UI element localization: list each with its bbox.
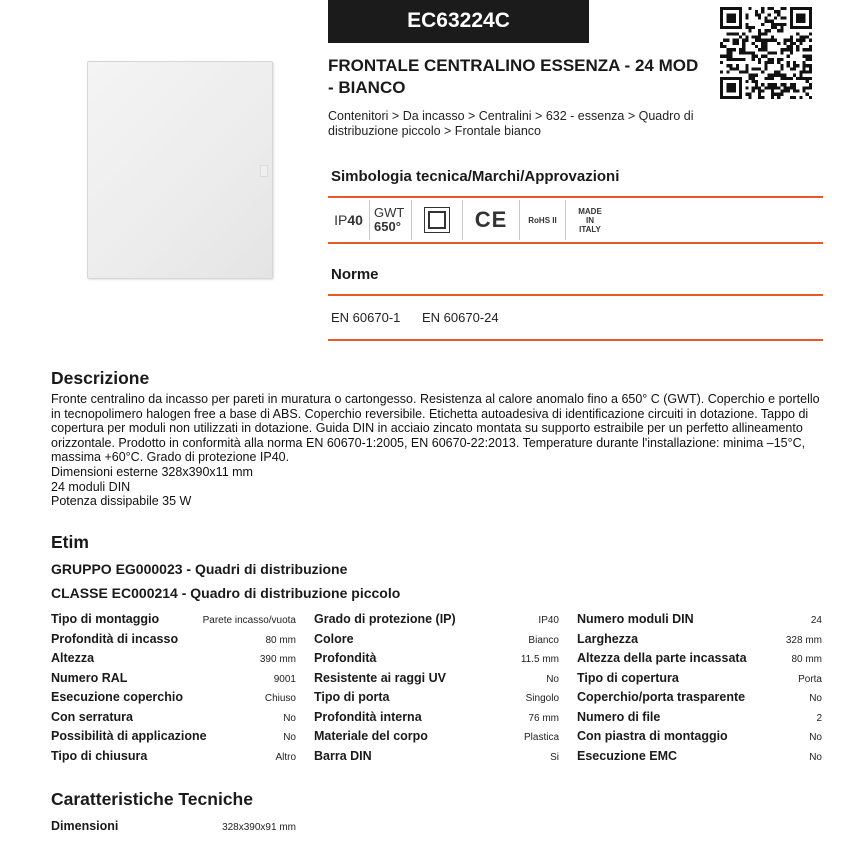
divider xyxy=(328,196,823,198)
prop-key: Tipo di chiusura xyxy=(51,748,148,763)
table-row xyxy=(314,612,559,632)
product-image xyxy=(87,61,273,279)
prop-value: 80 mm xyxy=(791,654,822,665)
prop-value: 2 xyxy=(816,712,822,724)
prop-key: Con piastra di montaggio xyxy=(577,729,728,743)
product-latch xyxy=(260,165,268,177)
etim-group: GRUPPO EG000023 - Quadri di distribuzione xyxy=(51,561,348,577)
prop-key: Con serratura xyxy=(51,709,133,724)
prop-key: Numero di file xyxy=(577,709,661,724)
divider xyxy=(328,242,823,244)
prop-key: Materiale del corpo xyxy=(314,729,428,743)
prop-key: Tipo di porta xyxy=(314,690,390,704)
table-row xyxy=(577,710,822,730)
norms-list xyxy=(331,310,517,325)
tech-heading: Caratteristiche Tecniche xyxy=(51,789,253,809)
prop-value: 80 mm xyxy=(265,634,296,646)
product-code-badge: EC63224C xyxy=(328,0,589,43)
prop-value: Singolo xyxy=(525,693,559,704)
prop-key: Grado di protezione (IP) xyxy=(314,612,456,626)
made-line-3: ITALY xyxy=(579,224,601,234)
double-insulation-icon xyxy=(412,200,463,240)
norms-heading: Norme xyxy=(331,266,379,283)
prop-key: Larghezza xyxy=(577,631,639,646)
prop-value: No xyxy=(283,732,296,743)
table-row xyxy=(51,690,296,710)
norm-item: EN 60670-1 xyxy=(331,310,401,325)
prop-value: Altro xyxy=(275,751,296,763)
prop-value: Porta xyxy=(798,673,822,685)
prop-key: Dimensioni xyxy=(51,819,119,833)
prop-key: Profondità interna xyxy=(314,709,422,724)
table-row xyxy=(577,671,822,691)
divider xyxy=(328,294,823,296)
qr-code-icon xyxy=(720,7,812,99)
prop-value: 11.5 mm xyxy=(520,654,559,665)
made-in-italy-icon xyxy=(566,200,616,240)
prop-value: No xyxy=(809,751,822,763)
prop-key: Esecuzione EMC xyxy=(577,748,678,763)
symbols-heading: Simbologia tecnica/Marchi/Approvazioni xyxy=(331,168,620,185)
prop-key: Profondità di incasso xyxy=(51,631,179,646)
ip-value: 40 xyxy=(347,212,363,228)
prop-key: Altezza della parte incassata xyxy=(577,651,747,665)
table-row xyxy=(51,710,296,730)
prop-key: Profondità xyxy=(314,651,377,665)
prop-value: No xyxy=(546,673,559,685)
prop-key: Altezza xyxy=(51,651,95,665)
prop-value: 328x390x91 mm xyxy=(222,822,296,833)
prop-value: 390 mm xyxy=(259,654,296,665)
prop-value: No xyxy=(809,693,822,704)
ce-mark-icon: CE xyxy=(463,200,520,240)
product-title: FRONTALE CENTRALINO ESSENZA - 24 MOD - BIANCO xyxy=(328,56,699,97)
description-line: Dimensioni esterne 328x390x11 mm xyxy=(51,464,253,479)
made-line-2: IN xyxy=(586,215,594,225)
prop-value: 24 xyxy=(810,615,822,626)
description-body xyxy=(51,392,826,509)
etim-properties-table xyxy=(51,612,823,768)
description-heading: Descrizione xyxy=(51,368,150,388)
table-row xyxy=(314,671,559,691)
etim-column-1 xyxy=(51,612,296,768)
table-row xyxy=(314,710,559,730)
description-text: Fronte centralino da incasso per pareti in muratura o cartongesso. Resistenza al calore anomalo fino a 650° C (GWT). Coperchio e portello in tecnopolimero halogen free a base di ABS. Coperchio reversibile. Etichetta autoadesiva di identificazione circuiti in dotazione. Tappo di copertura per moduli non utilizzati in dotazione. Guida DIN in acciaio zincato montata su supporto estraibile per un perfetto allineamento orizzontale. Prodotto in conformità alla norma EN 60670-1:2005, EN 60670-22:2013. Temperature durante l'installazione: minima –15°C, massima +60°C. Grado di protezione IP40. xyxy=(51,392,820,465)
description-line: 24 moduli DIN xyxy=(51,479,131,494)
table-row xyxy=(51,651,296,671)
prop-value: IP40 xyxy=(538,615,559,626)
ip40-icon xyxy=(328,200,370,240)
prop-value: No xyxy=(283,712,296,724)
rohs-icon: RoHS II xyxy=(520,200,566,240)
table-row xyxy=(51,632,296,652)
symbols-row xyxy=(328,199,658,241)
prop-value: Bianco xyxy=(528,634,559,646)
prop-value: 328 mm xyxy=(785,634,822,646)
prop-key: Tipo di copertura xyxy=(577,670,679,685)
table-row xyxy=(314,749,559,769)
table-row xyxy=(577,690,822,710)
prop-value: No xyxy=(809,732,822,743)
gwt-650-icon xyxy=(370,200,412,240)
prop-key: Numero RAL xyxy=(51,670,128,685)
table-row xyxy=(577,632,822,652)
prop-key: Numero moduli DIN xyxy=(577,612,694,626)
prop-key: Esecuzione coperchio xyxy=(51,690,183,704)
table-row xyxy=(51,729,296,749)
table-row xyxy=(314,632,559,652)
prop-value: 9001 xyxy=(273,673,296,685)
breadcrumb[interactable]: Contenitori > Da incasso > Centralini > 632 - essenza > Quadro di distribuzione piccolo > Frontale bianco xyxy=(328,109,694,138)
etim-class: CLASSE EC000214 - Quadro di distribuzione piccolo xyxy=(51,585,401,601)
etim-column-3 xyxy=(577,612,822,768)
table-row xyxy=(51,819,296,833)
ip-prefix: IP xyxy=(334,212,348,228)
gwt-value: 650° xyxy=(374,219,401,234)
prop-value: Chiuso xyxy=(264,693,296,704)
table-row xyxy=(51,749,296,769)
prop-key: Coperchio/porta trasparente xyxy=(577,690,746,704)
prop-value: Si xyxy=(550,751,559,763)
made-line-1: MADE xyxy=(578,206,602,216)
prop-key: Barra DIN xyxy=(314,748,372,763)
prop-key: Colore xyxy=(314,631,354,646)
divider xyxy=(328,339,823,341)
table-row xyxy=(314,690,559,710)
table-row xyxy=(51,612,296,632)
prop-value: Parete incasso/vuota xyxy=(202,615,296,626)
etim-heading: Etim xyxy=(51,532,89,552)
description-line: Potenza dissipabile 35 W xyxy=(51,494,192,509)
prop-key: Possibilità di applicazione xyxy=(51,729,207,743)
table-row xyxy=(314,651,559,671)
gwt-label: GWT xyxy=(374,205,405,220)
table-row xyxy=(577,651,822,671)
prop-value: 76 mm xyxy=(528,712,559,724)
prop-key: Tipo di montaggio xyxy=(51,612,160,626)
norm-item: EN 60670-24 xyxy=(422,310,499,325)
table-row xyxy=(314,729,559,749)
table-row xyxy=(51,671,296,691)
table-row xyxy=(577,729,822,749)
prop-key: Resistente ai raggi UV xyxy=(314,670,446,685)
etim-column-2 xyxy=(314,612,559,768)
prop-value: Plastica xyxy=(523,732,559,743)
table-row xyxy=(577,612,822,632)
table-row xyxy=(577,749,822,769)
